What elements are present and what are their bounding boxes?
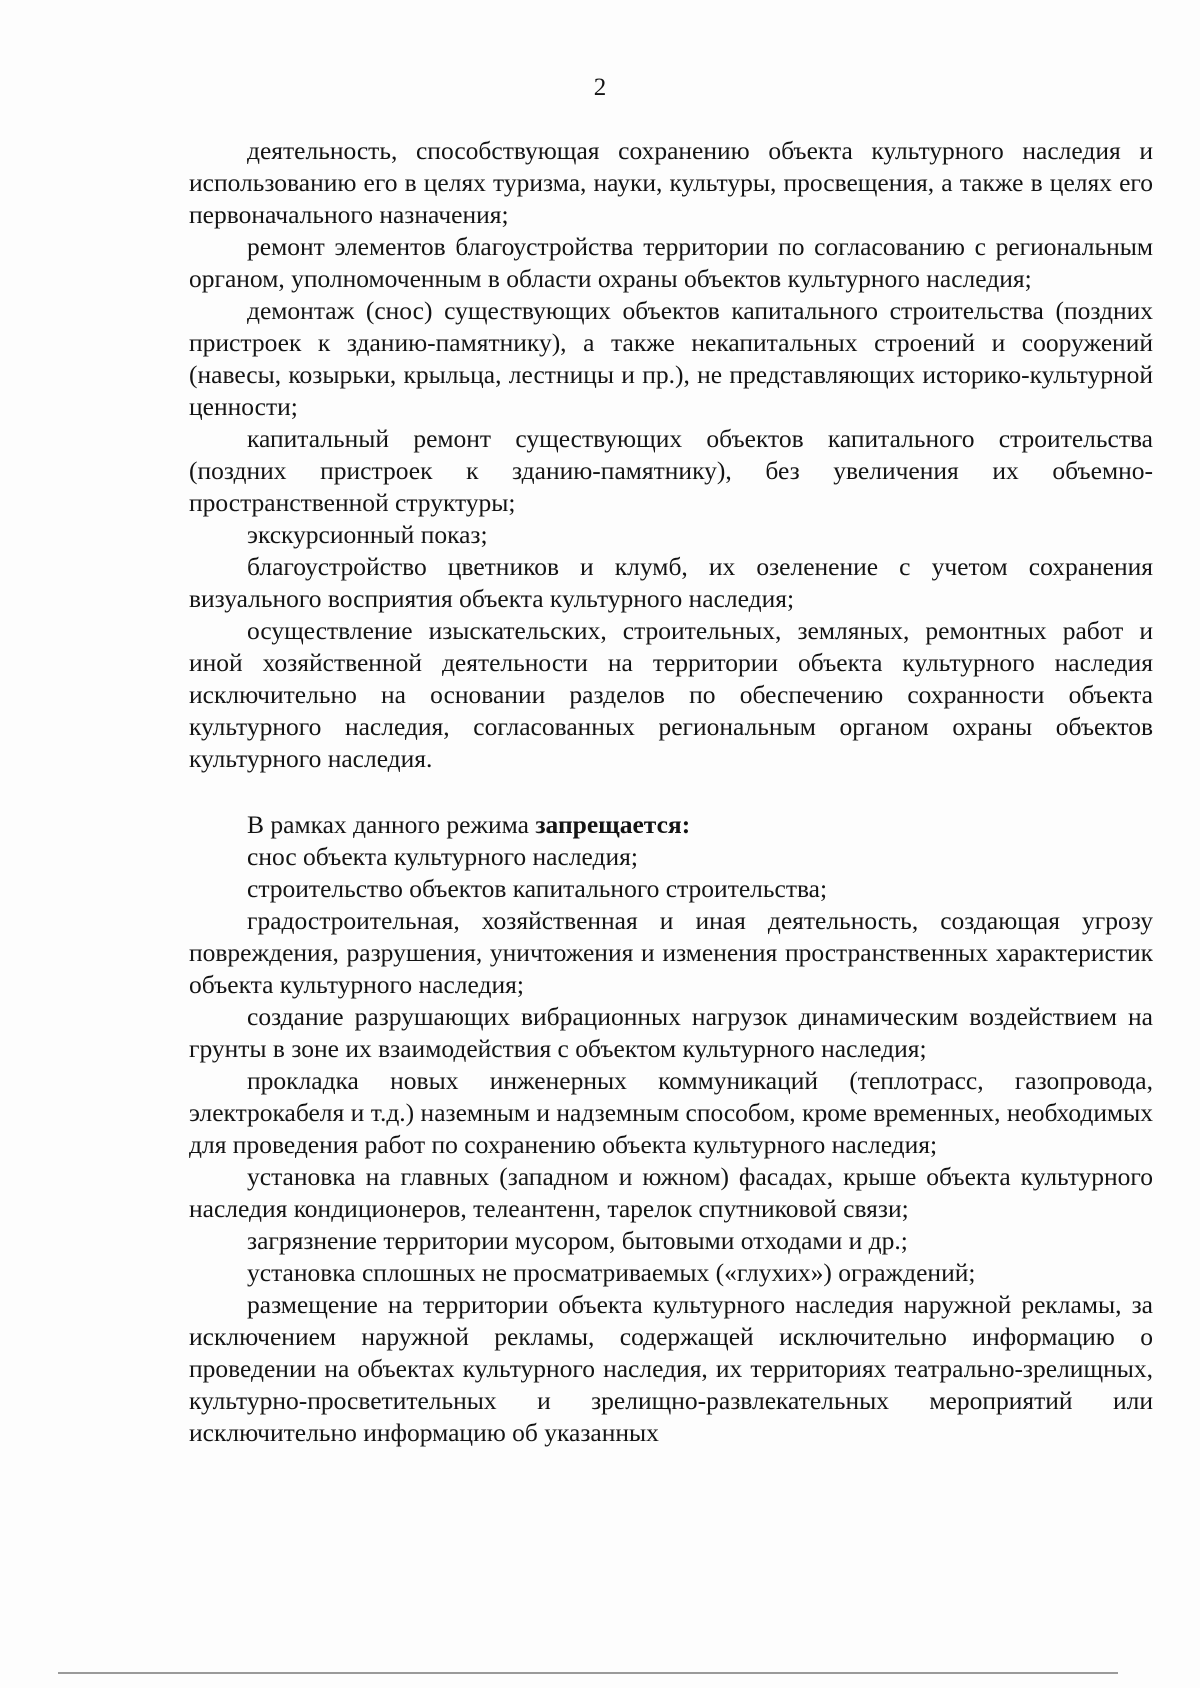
allowed-item: благоустройство цветников и клумб, их озеленение с учетом сохранения визуального восприятия объекта культурного наследия; (189, 552, 1153, 613)
prohibited-item: создание разрушающих вибрационных нагрузок динамическим воздействием на грунты в зоне их взаимодействия с объектом культурного наследия; (189, 1002, 1153, 1063)
prohibited-item: установка на главных (западном и южном) фасадах, крыше объекта культурного наследия кондиционеров, телеантенн, тарелок спутниковой связи; (189, 1162, 1153, 1223)
prohibited-item: градостроительная, хозяйственная и иная деятельность, создающая угрозу повреждения, разрушения, уничтожения и изменения пространственных характеристик объекта культурного наследия; (189, 906, 1153, 999)
prohibited-item: строительство объектов капитального строительства; (247, 874, 828, 903)
allowed-item: осуществление изыскательских, строительных, земляных, ремонтных работ и иной хозяйственной деятельности на территории объекта культурного наследия исключительно на основании разделов по обеспечению сохранности объекта культурного наследия, согласованных региональным органом охраны объектов культурного наследия. (189, 616, 1153, 773)
scan-edge-line (58, 1672, 1118, 1674)
section-spacer (189, 775, 1153, 809)
prohibited-item: установка сплошных не просматриваемых («глухих») ограждений; (247, 1258, 976, 1287)
allowed-item: капитальный ремонт существующих объектов капитального строительства (поздних пристроек к зданию-памятнику), без увеличения их объемно-пространственной структуры; (189, 424, 1153, 517)
page-number: 2 (593, 74, 607, 101)
prohibited-intro-text: В рамках данного режима (247, 810, 536, 839)
prohibited-item: размещение на территории объекта культурного наследия наружной рекламы, за исключением наружной рекламы, содержащей исключительно информацию о проведении на объектах культурного наследия, их территориях театрально-зрелищных, культурно-просветительных и зрелищно-развлекательных мероприятий или исключительно информацию об указанных (189, 1290, 1153, 1447)
document-body (189, 135, 1153, 1449)
allowed-item: деятельность, способствующая сохранению объекта культурного наследия и использованию его в целях туризма, науки, культуры, просвещения, а также в целях его первоначального назначения; (189, 136, 1153, 229)
prohibited-item: прокладка новых инженерных коммуникаций (теплотрасс, газопровода, электрокабеля и т.д.) наземным и надземным способом, кроме временных, необходимых для проведения работ по сохранению объекта культурного наследия; (189, 1066, 1153, 1159)
allowed-item: экскурсионный показ; (247, 520, 488, 549)
allowed-item: демонтаж (снос) существующих объектов капитального строительства (поздних пристроек к зданию-памятнику), а также некапитальных строений и сооружений (навесы, козырьки, крыльца, лестницы и пр.), не представляющих историко-культурной ценности; (189, 296, 1153, 421)
prohibited-keyword: запрещается: (535, 810, 691, 839)
allowed-item: ремонт элементов благоустройства территории по согласованию с региональным органом, уполномоченным в области охраны объектов культурного наследия; (189, 232, 1153, 293)
prohibited-item: снос объекта культурного наследия; (247, 842, 638, 871)
prohibited-intro (189, 809, 1153, 841)
prohibited-item: загрязнение территории мусором, бытовыми отходами и др.; (247, 1226, 908, 1255)
